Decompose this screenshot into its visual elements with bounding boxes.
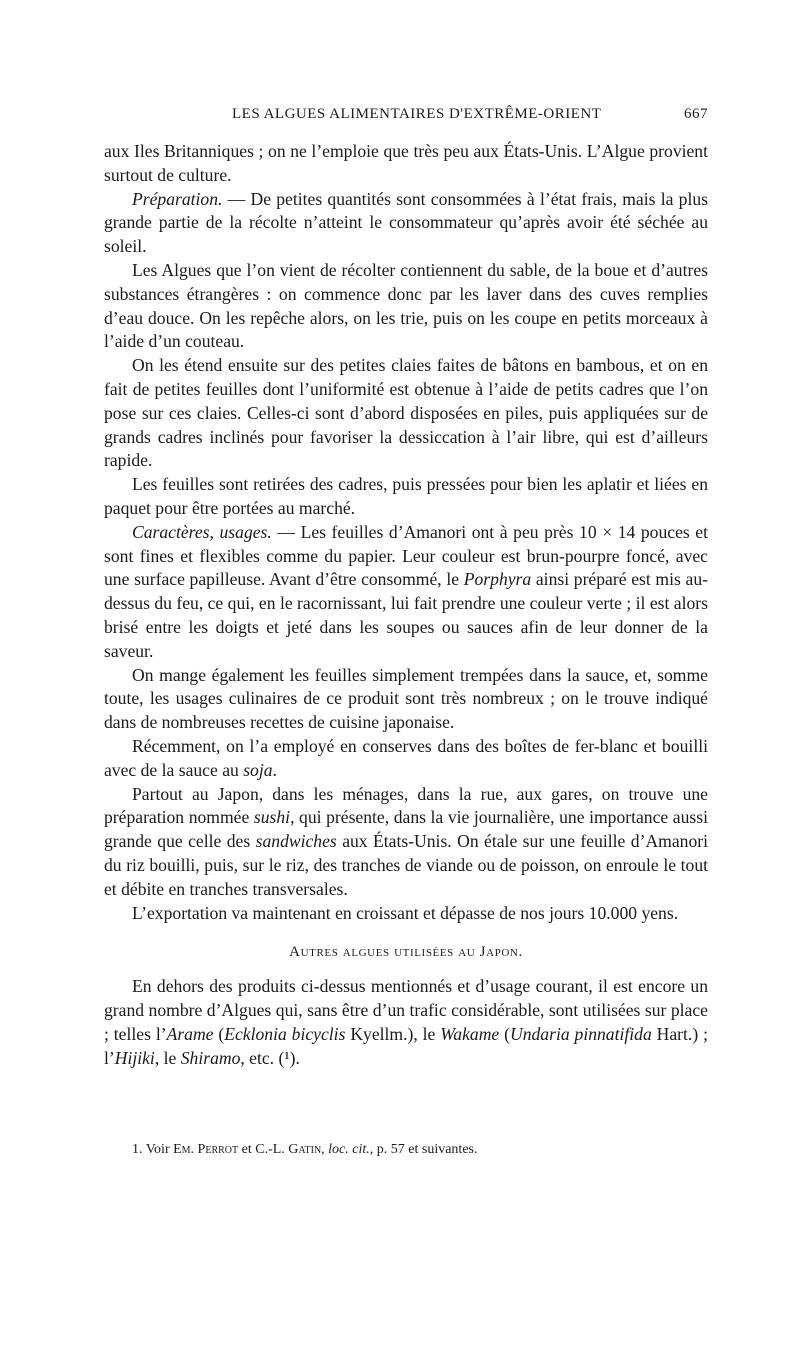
paragraph <box>104 473 708 521</box>
footnote-author: C.-L. Gatin <box>255 1142 322 1157</box>
footnote-text: , <box>321 1142 329 1157</box>
paragraph-lead: Caractères, usages. <box>132 521 272 542</box>
paragraph <box>104 259 708 354</box>
paragraph-text: Les feuilles sont retirées des cadres, puis pressées pour bien les aplatir et liées en paquet pour être portées au marché. <box>104 474 708 518</box>
paragraph-text: Récemment, on l’a employé en conserves dans des boîtes de fer-blanc et bouilli avec de la sauce au <box>104 735 708 780</box>
paragraph-text: — Les feuilles d’Amanori ont à peu près 10 × 14 pouces et sont fines et flexibles comme du papier. Leur couleur est brun-pourpre foncé, avec une surface papilleuse. Avant d’être consommé, le <box>104 521 709 590</box>
species-name: Wakame <box>440 1023 500 1044</box>
species-name: Arame <box>166 1023 214 1044</box>
paragraph <box>104 354 708 473</box>
italic-term: sushi <box>253 807 291 828</box>
paragraph-text: Partout au Japon, dans les ménages, dans la rue, aux gares, on trouve une préparation nommée <box>104 783 708 828</box>
paragraph-text: aux Iles Britanniques ; on ne l’emploie que très peu aux États-Unis. L’Algue provient surtout de culture. <box>104 141 708 185</box>
paragraph-text: En dehors des produits ci-dessus mentionnés et d’usage courant, il est encore un grand nombre d’Algues qui, sans être d’un trafic considérable, sont utilisées sur place ; telles l’ <box>104 976 708 1044</box>
paragraph-text: Kyellm.), le <box>345 1023 441 1044</box>
paragraph <box>104 188 708 259</box>
paragraph-lead: Préparation. <box>132 188 223 209</box>
paragraph <box>104 975 708 1070</box>
paragraph-text: Les Algues que l’on vient de récolter contiennent du sable, de la boue et d’autres substances étrangères : on commence donc par les laver dans des cuves remplies d’eau douce. On les repêche alors, on les trie, puis on les coupe en petits morceaux à l’aide d’un couteau. <box>104 259 708 352</box>
paragraph <box>104 783 708 902</box>
paragraph-text: , etc. (¹). <box>240 1047 300 1068</box>
species-name: Shiramo <box>180 1047 241 1068</box>
paragraph-text: ainsi préparé est mis au-dessus du feu, ce qui, en le racornissant, lui fait prendre une couleur verte ; il est alors brisé entre les doigts et jeté dans les soupes ou sauces afin de leur donner de la saveur. <box>104 569 708 661</box>
paragraph-text: L’exportation va maintenant en croissant et dépasse de nos jours 10.000 yens. <box>132 902 679 923</box>
paragraph-text: — De petites quantités sont consommées à l’état frais, mais la plus grande partie de la récolte n’atteint le consommateur qu’après avoir été séchée au soleil. <box>104 188 708 257</box>
footnote-text: Voir <box>142 1142 174 1157</box>
page-number: 667 <box>684 106 708 122</box>
paragraph-text: On les étend ensuite sur des petites claies faites de bâtons en bambous, et on en fait de petites feuilles dont l’uniformité est obtenue à l’aide de petits cadres que l’on pose sur ces claies. Celles-ci sont d’abord disposées en piles, puis appliquées sur de grands cadres inclinés pour favoriser la dessiccation à l’air libre, qui est d’ailleurs rapide. <box>104 355 708 471</box>
footnote <box>132 1140 692 1160</box>
italic-term: sandwiches <box>255 831 337 852</box>
footnote-text: et <box>238 1142 256 1157</box>
species-name: Porphyra <box>463 569 532 590</box>
footnote-text: , p. 57 et suivantes. <box>369 1142 478 1157</box>
footnote-author: Em. Perrot <box>173 1142 239 1157</box>
paragraph-text: , qui présente, dans la vie journalière, une importance aussi grande que celle des <box>104 807 708 852</box>
running-title: LES ALGUES ALIMENTAIRES D'EXTRÊME-ORIENT <box>232 106 602 122</box>
species-name: Hijiki <box>114 1047 155 1068</box>
italic-term: soja <box>243 759 273 780</box>
footnote-reference: loc. cit. <box>328 1142 370 1157</box>
species-name: Ecklonia bicyclis <box>224 1023 346 1044</box>
paragraph-text: Hart.) ; l’ <box>104 1023 708 1068</box>
species-name: Undaria pinnatifida <box>510 1023 652 1044</box>
paragraph-text: aux États-Unis. On étale sur une feuille d’Amanori du riz bouilli, puis, sur le riz, des tranches de viande ou de poisson, on enroule le tout et débite en tranches transversales. <box>104 831 708 899</box>
paragraph-text: , le <box>154 1047 181 1068</box>
paragraph <box>104 735 708 783</box>
running-head <box>104 106 708 130</box>
paragraph-text: ( <box>213 1023 225 1044</box>
paragraph <box>104 521 708 664</box>
paragraph-text: On mange également les feuilles simplement trempées dans la sauce, et, somme toute, les usages culinaires de ce produit sont très nombreux ; on le trouve indiqué dans de nombreuses recettes de cuisine japonaise. <box>104 664 708 733</box>
section-heading: Autres algues utilisées au Japon. <box>289 944 523 961</box>
paragraph <box>104 140 708 188</box>
main-text <box>104 140 708 1070</box>
footnote-number: 1. <box>132 1142 143 1157</box>
paragraph-text: . <box>272 759 277 780</box>
paragraph <box>104 902 708 926</box>
paragraph <box>104 664 708 735</box>
paragraph-text: ( <box>499 1023 510 1044</box>
